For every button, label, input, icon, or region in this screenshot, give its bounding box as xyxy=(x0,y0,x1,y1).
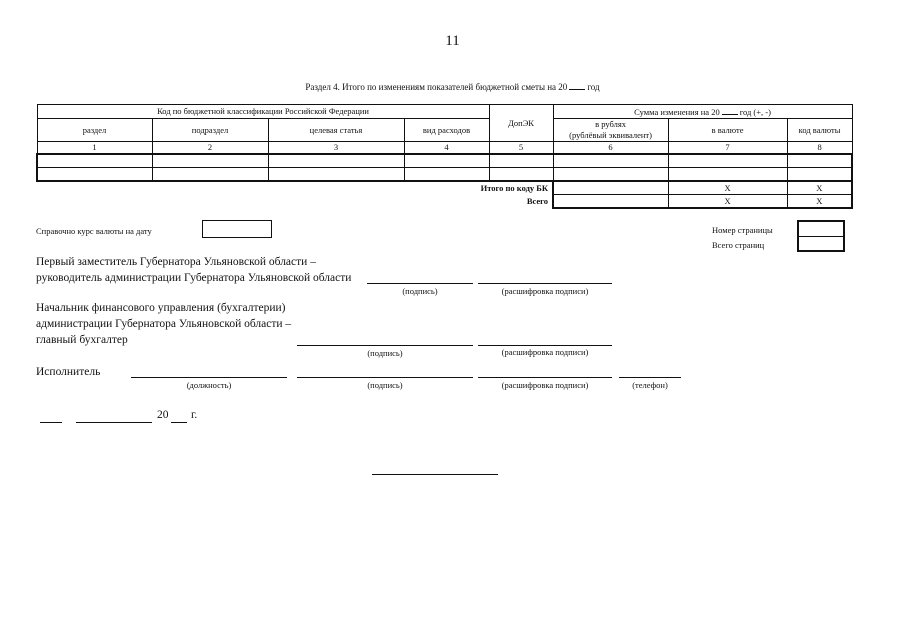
col-number: 1 xyxy=(37,142,152,155)
closing-rule xyxy=(372,474,498,475)
table-cell[interactable] xyxy=(268,154,404,168)
col-number: 5 xyxy=(489,142,553,155)
table-cell[interactable] xyxy=(268,168,404,182)
col-currency: в валюте xyxy=(668,119,787,142)
finance-signature-line[interactable] xyxy=(297,345,473,346)
table-cell[interactable] xyxy=(668,154,787,168)
col-currency-code: код валюты xyxy=(787,119,852,142)
deputy-decoding-line[interactable] xyxy=(478,283,612,284)
col-podrazdel: подраздел xyxy=(152,119,268,142)
finance-line2: администрации Губернатора Ульяновской области – xyxy=(36,318,292,330)
executor-signature-caption: (подпись) xyxy=(367,380,403,390)
executor-decoding-caption: (расшифровка подписи) xyxy=(501,380,589,390)
finance-line1: Начальник финансового управления (бухгалтерии) xyxy=(36,302,286,314)
date-month-line[interactable] xyxy=(76,422,152,423)
total-by-code-currency: X xyxy=(668,181,787,195)
table-row xyxy=(37,168,852,182)
deputy-signature-caption: (подпись) xyxy=(402,286,438,296)
table-cell[interactable] xyxy=(787,168,852,182)
finance-signature-caption: (подпись) xyxy=(367,348,403,358)
deputy-signature-line[interactable] xyxy=(367,283,473,284)
date-day-line[interactable] xyxy=(40,422,62,423)
finance-decoding-caption: (расшифровка подписи) xyxy=(501,347,589,357)
header-dopek: ДопЭК xyxy=(489,105,553,142)
table-row xyxy=(37,154,852,168)
year-blank xyxy=(569,80,585,90)
executor-position-line[interactable] xyxy=(131,377,287,378)
date-year-suffix: г. xyxy=(191,409,198,421)
table-cell[interactable] xyxy=(37,168,152,182)
deputy-decoding-caption: (расшифровка подписи) xyxy=(501,286,589,296)
date-year-line[interactable] xyxy=(171,422,187,423)
section-title-year-word: год xyxy=(587,82,600,92)
total-pages-label: Всего страниц xyxy=(712,240,765,250)
total-rub[interactable] xyxy=(553,195,668,209)
page-count-box[interactable] xyxy=(797,220,845,252)
column-number-row xyxy=(37,142,852,155)
total-by-code-row xyxy=(37,181,852,195)
header-budget-code: Код по бюджетной классификации Российской Федерации xyxy=(37,105,489,119)
table-cell[interactable] xyxy=(152,154,268,168)
section-title-text: Раздел 4. Итого по изменениям показателей бюджетной сметы на 20 xyxy=(305,82,568,92)
finance-decoding-line[interactable] xyxy=(478,345,612,346)
table-cell[interactable] xyxy=(404,154,489,168)
col-number: 6 xyxy=(553,142,668,155)
table-cell[interactable] xyxy=(668,168,787,182)
total-row xyxy=(37,195,852,209)
total-by-code-label: Итого по коду БК xyxy=(480,182,549,193)
header-row-2 xyxy=(37,119,852,142)
executor-phone-line[interactable] xyxy=(619,377,681,378)
total-currency: X xyxy=(668,195,787,209)
table-cell[interactable] xyxy=(489,168,553,182)
section-title xyxy=(0,80,905,92)
page-number-label: Номер страницы xyxy=(712,225,773,235)
total-by-code-rub[interactable] xyxy=(553,181,668,195)
executor-signature-line[interactable] xyxy=(297,377,473,378)
table-cell[interactable] xyxy=(787,154,852,168)
header-year-blank xyxy=(722,105,738,115)
finance-line3: главный бухгалтер xyxy=(36,334,128,346)
total-label: Всего xyxy=(526,195,549,206)
deputy-line2: руководитель администрации Губернатора Ульяновской области xyxy=(36,272,352,284)
date-year-prefix: 20 xyxy=(157,409,169,421)
table-cell[interactable] xyxy=(553,168,668,182)
col-number: 4 xyxy=(404,142,489,155)
header-sum-before: Сумма изменения на 20 xyxy=(634,107,720,117)
col-rub-line2: (рублёвый эквивалент) xyxy=(569,130,652,140)
total-currency-code: X xyxy=(787,195,852,209)
budget-changes-table xyxy=(36,104,853,209)
executor-phone-caption: (телефон) xyxy=(632,380,668,390)
table-cell[interactable] xyxy=(404,168,489,182)
deputy-line1: Первый заместитель Губернатора Ульяновской области – xyxy=(36,256,316,268)
header-sum-after: год (+, -) xyxy=(739,107,771,117)
col-number: 3 xyxy=(268,142,404,155)
col-razdel: раздел xyxy=(37,119,152,142)
total-by-code-currency-code: X xyxy=(787,181,852,195)
executor-position-caption: (должность) xyxy=(186,380,232,390)
table-cell[interactable] xyxy=(37,154,152,168)
col-celevaya: целевая статья xyxy=(268,119,404,142)
header-row-1 xyxy=(37,105,852,119)
header-sum-change xyxy=(553,105,852,119)
rate-label: Справочно курс валюты на дату xyxy=(36,226,152,236)
table-cell[interactable] xyxy=(152,168,268,182)
page-number: 11 xyxy=(445,33,460,49)
table-cell[interactable] xyxy=(489,154,553,168)
executor-decoding-line[interactable] xyxy=(478,377,612,378)
col-number: 2 xyxy=(152,142,268,155)
col-rub-line1: в рублях xyxy=(595,119,627,129)
page-box-divider xyxy=(799,236,843,237)
col-number: 8 xyxy=(787,142,852,155)
executor-label: Исполнитель xyxy=(36,366,101,378)
col-number: 7 xyxy=(668,142,787,155)
rate-date-input[interactable] xyxy=(202,220,272,238)
table-cell[interactable] xyxy=(553,154,668,168)
col-vid: вид расходов xyxy=(404,119,489,142)
col-rub xyxy=(553,119,668,142)
